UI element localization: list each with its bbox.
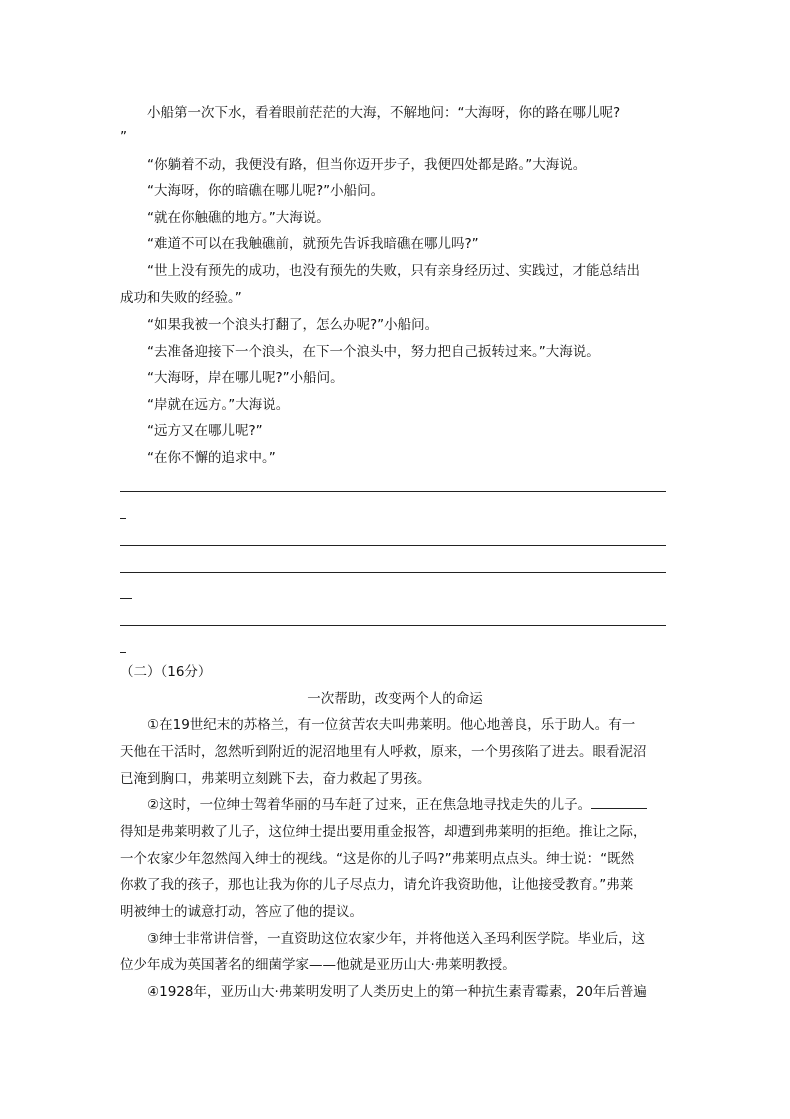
- story-line: 成功和失败的经验。”: [120, 290, 242, 306]
- story-line: “去准备迎接下一个浪头，在下一个浪头中，努力把自己扳转过来。”大海说。: [147, 344, 600, 360]
- answer-line[interactable]: [120, 625, 666, 626]
- answer-line-tail: [120, 652, 126, 653]
- answer-line-tail: [120, 518, 126, 519]
- answer-line-tail: [120, 598, 132, 599]
- article-line: 明被绅士的诚意打动，答应了他的提议。: [120, 904, 363, 920]
- story-line: “如果我被一个浪头打翻了，怎么办呢?”小船问。: [147, 317, 439, 333]
- article-line: 一个农家少年忽然闯入绅士的视线。“这是你的儿子吗?”弗莱明点点头。绅士说：“既然: [120, 851, 635, 867]
- answer-line[interactable]: [120, 545, 666, 546]
- story-line: “大海呀，你的暗礁在哪儿呢?”小船问。: [147, 183, 385, 199]
- story-line: ”: [120, 129, 127, 145]
- story-line: “大海呀，岸在哪儿呢?”小船问。: [147, 370, 344, 386]
- section-header: （二）（16分）: [120, 664, 212, 680]
- article-line: 位少年成为英国著名的细菌学家——他就是亚历山大·弗莱明教授。: [120, 957, 516, 973]
- article-line-text: ②这时，一位绅士驾着华丽的马车赶了过来，正在焦急地寻找走失的儿子。: [147, 797, 592, 813]
- article-line: 你救了我的孩子，那也让我为你的儿子尽点力，请允许我资助他，让他接受教育。”弗莱: [120, 877, 634, 893]
- article-title: 一次帮助，改变两个人的命运: [307, 691, 483, 707]
- story-line: “远方又在哪儿呢?”: [147, 423, 263, 439]
- story-line: “岸就在远方。”大海说。: [147, 397, 290, 413]
- article-line: [120, 792, 668, 819]
- story-line: “就在你触礁的地方。”大海说。: [147, 210, 330, 226]
- story-line: “难道不可以在我触礁前，就预先告诉我暗礁在哪儿吗?”: [147, 236, 479, 252]
- story-line: 小船第一次下水，看着眼前茫茫的大海，不解地问：“大海呀，你的路在哪儿呢?: [147, 105, 621, 121]
- story-line: “在你不懈的追求中。”: [147, 450, 276, 466]
- story-line: “世上没有预先的成功，也没有预先的失败，只有亲身经历过、实践过，才能总结出: [147, 263, 640, 279]
- article-line: 已淹到胸口，弗莱明立刻跳下去，奋力救起了男孩。: [120, 771, 431, 787]
- answer-line[interactable]: [120, 491, 666, 492]
- article-line: ③绅士非常讲信誉，一直资助这位农家少年，并将他送入圣玛利医学院。毕业后，这: [147, 931, 646, 947]
- fill-in-blank[interactable]: [591, 794, 647, 809]
- article-line: 得知是弗莱明救了儿子，这位绅士提出要用重金报答，却遭到弗莱明的拒绝。推让之际，: [120, 824, 647, 840]
- article-line: 天他在干活时，忽然听到附近的泥沼地里有人呼救，原来，一个男孩陷了进去。眼看泥沼: [120, 744, 647, 760]
- answer-line[interactable]: [120, 572, 666, 573]
- story-line: “你躺着不动，我便没有路，但当你迈开步子，我便四处都是路。”大海说。: [147, 157, 587, 173]
- article-line: ④1928年，亚历山大·弗莱明发明了人类历史上的第一种抗生素青霉素，20年后普遍: [147, 984, 647, 1000]
- article-line: ①在19世纪末的苏格兰，有一位贫苦农夫叫弗莱明。他心地善良，乐于助人。有一: [147, 717, 636, 733]
